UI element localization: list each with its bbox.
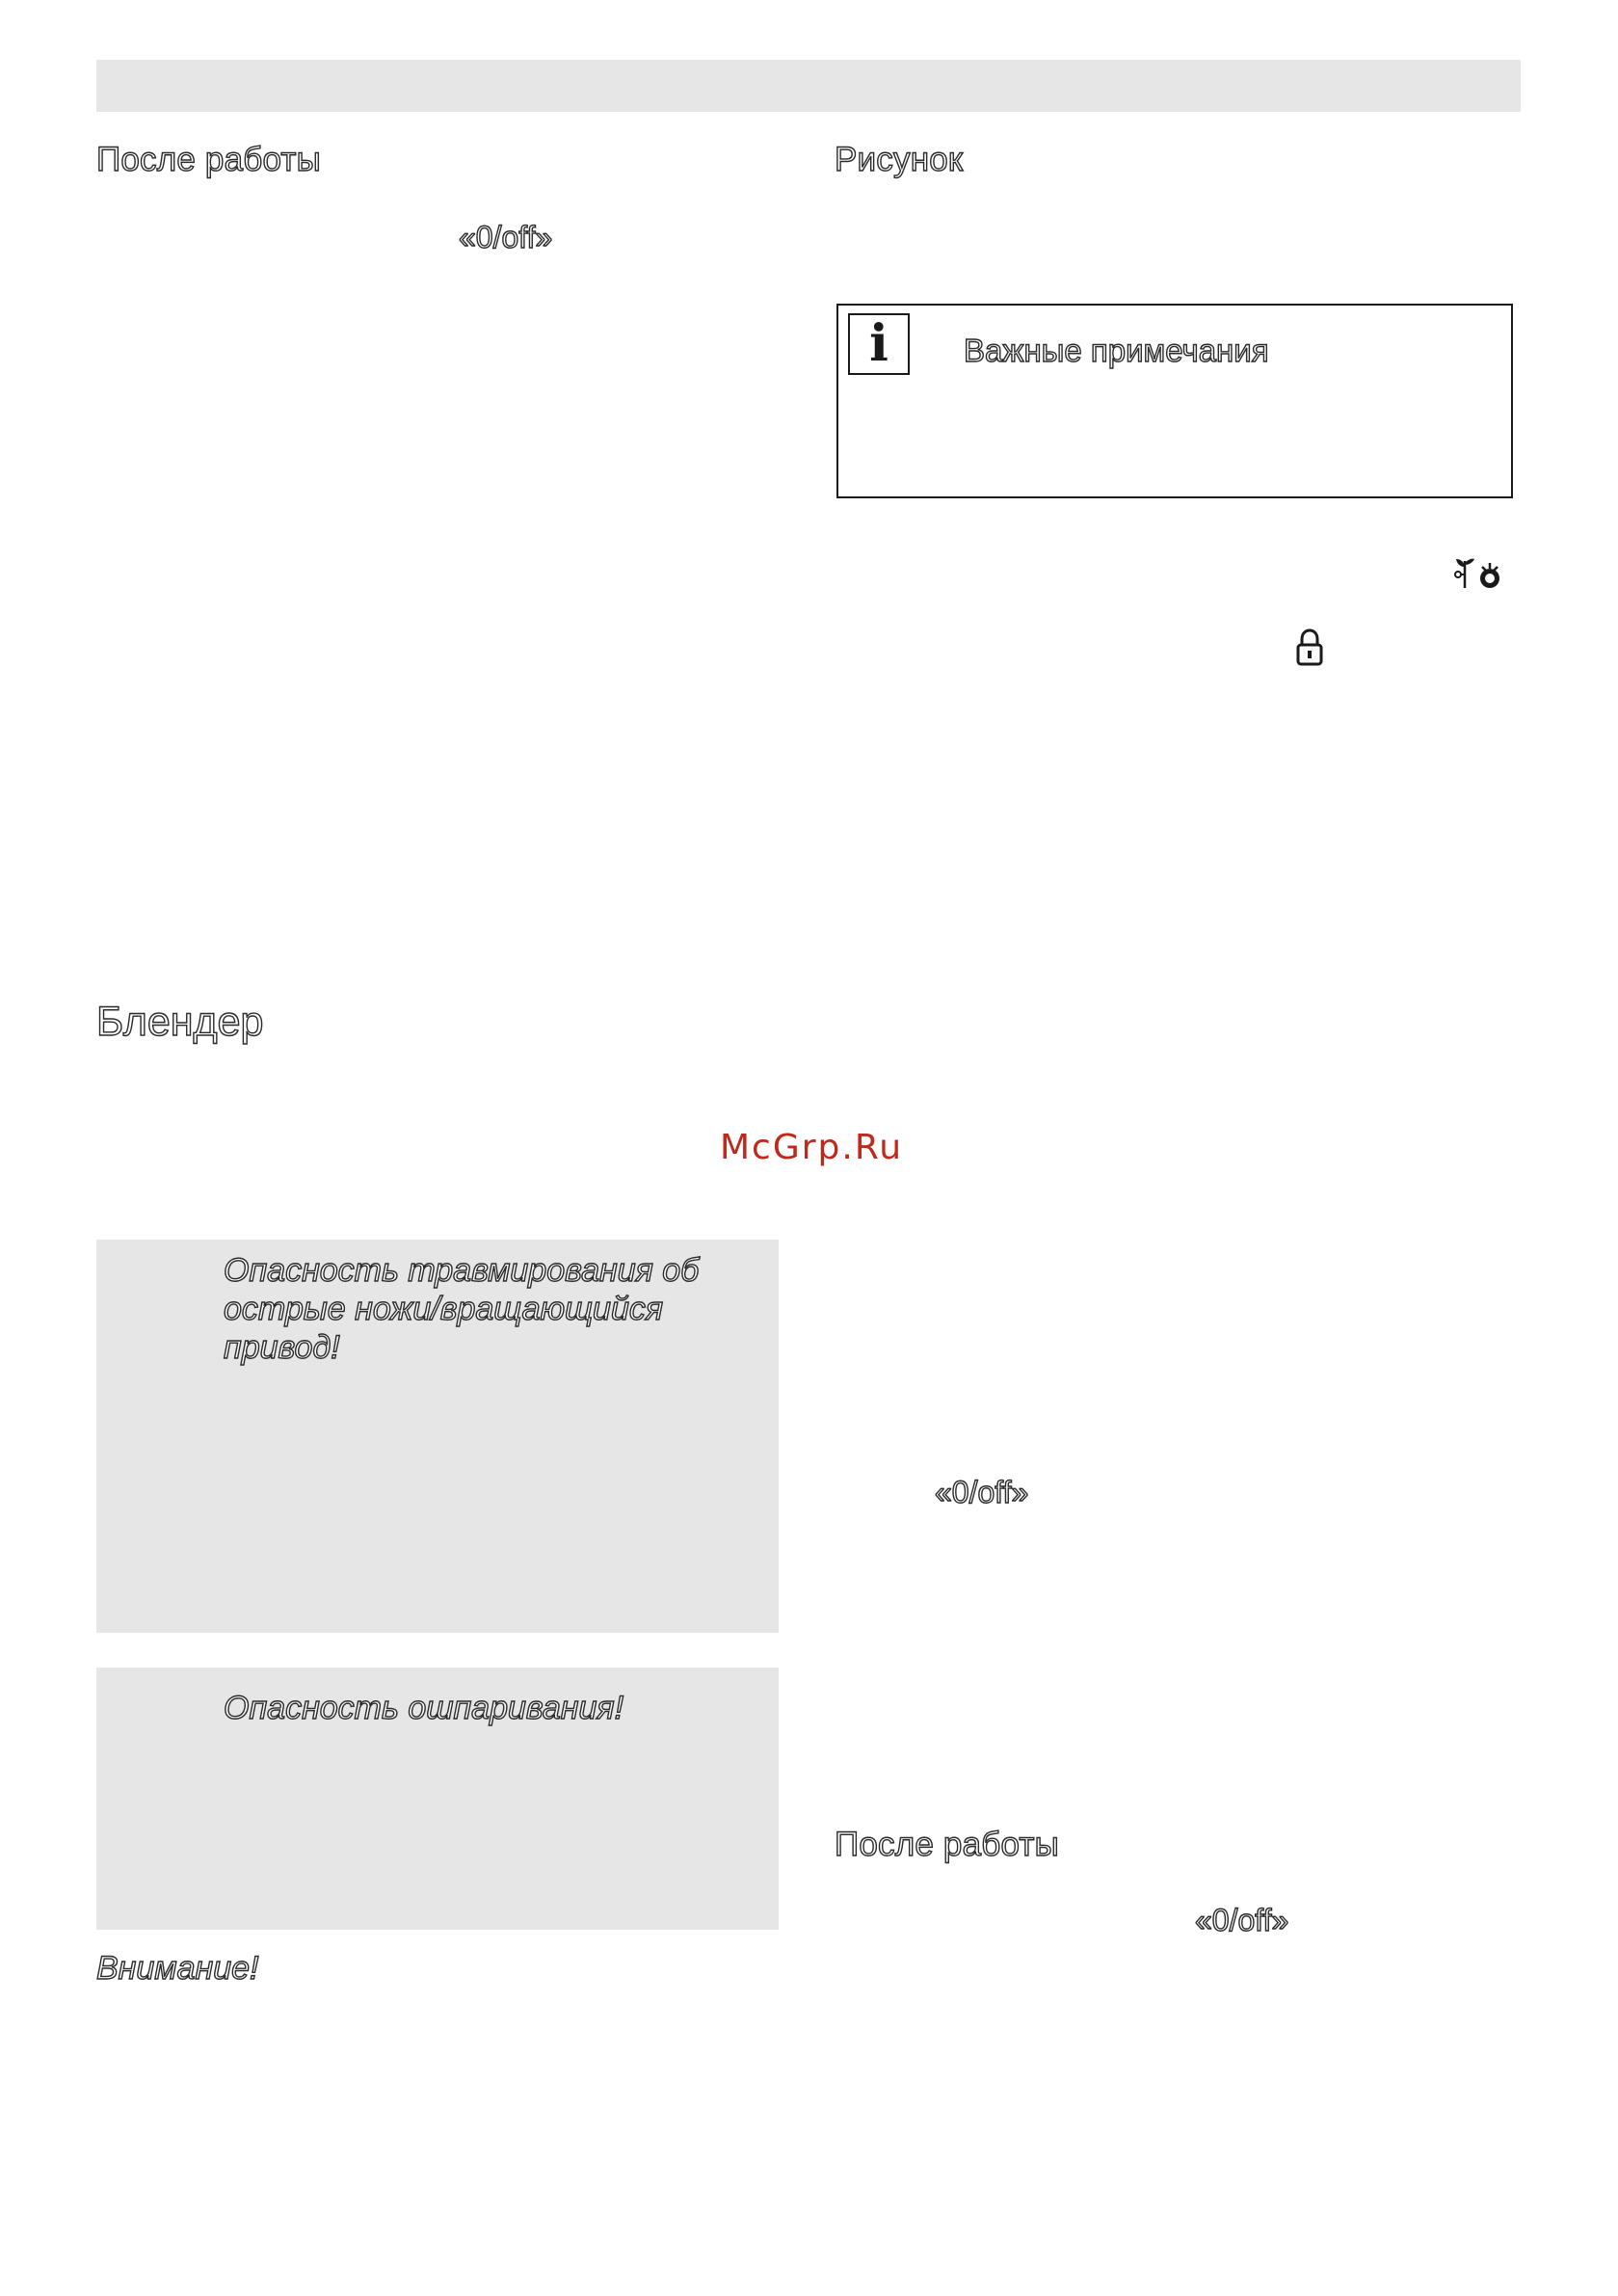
- header-band: [96, 60, 1521, 112]
- padlock-icon: [1295, 628, 1324, 667]
- notice-title: Важные примечания: [964, 333, 1269, 368]
- off-position-value-3: «0/off»: [1195, 1903, 1289, 1937]
- plant-mincer-icon: [1453, 553, 1505, 592]
- figure-heading: Рисунок: [835, 141, 964, 178]
- after-work-heading: После работы: [96, 141, 321, 178]
- attention-heading: Внимание!: [96, 1950, 259, 1987]
- off-position-value-2: «0/off»: [935, 1475, 1029, 1509]
- info-icon: i: [848, 313, 910, 375]
- watermark: McGrp.Ru: [720, 1128, 904, 1167]
- off-position-value: «0/off»: [459, 220, 553, 254]
- blender-heading: Блендер: [96, 999, 264, 1045]
- danger-blades-title: Опасность травмирования об острые ножи/вращающийся привод!: [224, 1252, 700, 1366]
- important-notice-box: [836, 304, 1513, 498]
- danger-box-blades: [96, 1240, 779, 1633]
- danger-scalding-title: Опасность ошпаривания!: [224, 1690, 624, 1726]
- after-work-heading-2: После работы: [835, 1826, 1059, 1863]
- danger-box-scalding: [96, 1668, 779, 1930]
